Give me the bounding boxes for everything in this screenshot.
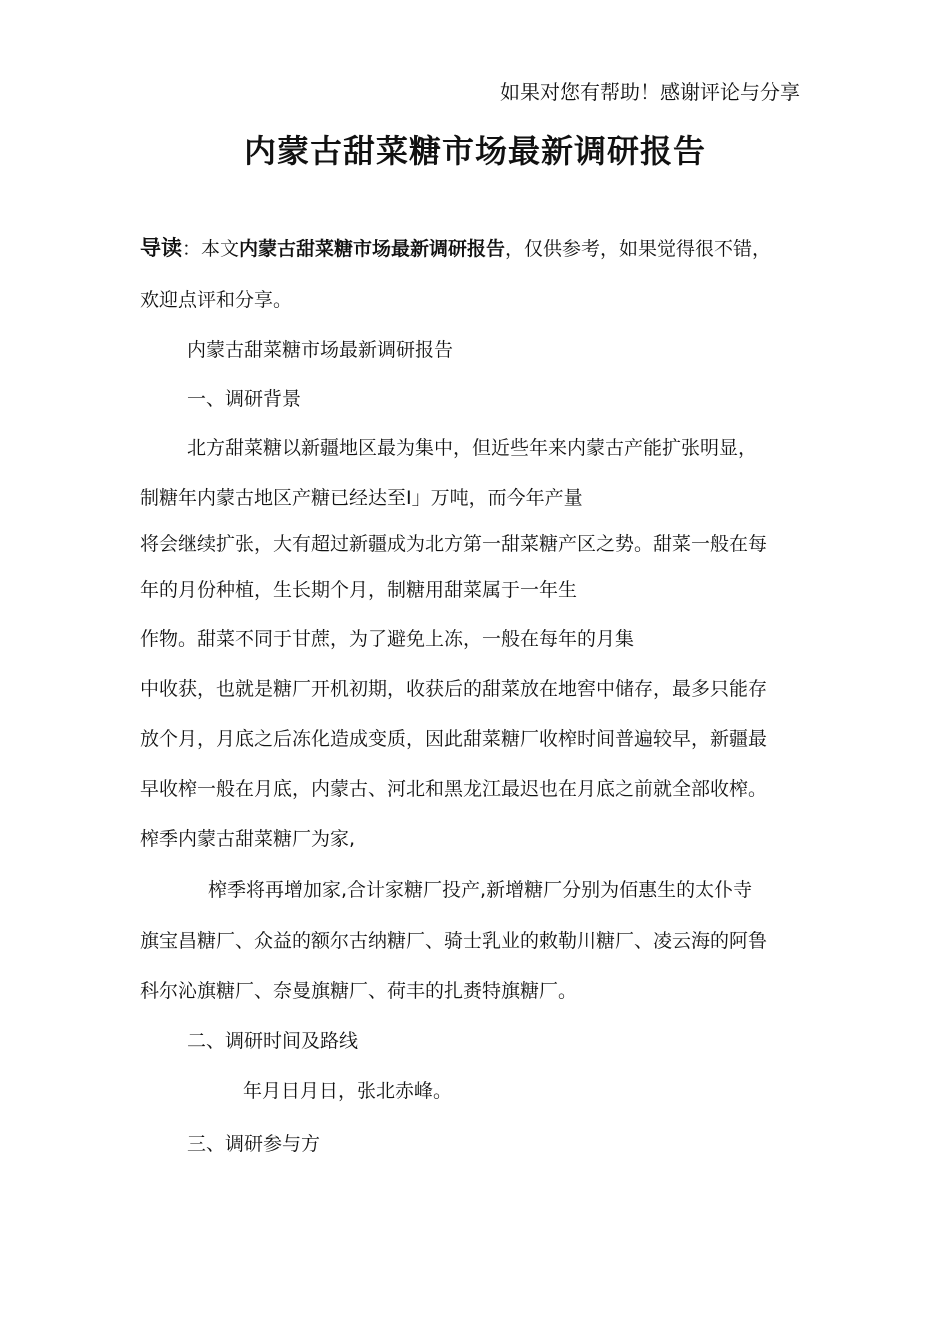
paragraph-1-line-4: 年的月份种植，生长期个月，制糖用甜菜属于一年生	[140, 579, 578, 601]
paragraph-2-line-3: 科尔沁旗糖厂、奈曼旗糖厂、荷丰的扎赉特旗糖厂。	[140, 980, 578, 1002]
paragraph-1-line-2: 制糖年内蒙古地区产糖已经达至Ⅰ」万吨，而今年产量	[140, 487, 583, 509]
paragraph-1-line-1: 北方甜菜糖以新疆地区最为集中，但近些年来内蒙古产能扩张明显，	[187, 437, 758, 459]
section-1-heading: 一、调研背景	[187, 388, 302, 410]
paragraph-2-line-2: 旗宝昌糖厂、众益的额尔古纳糖厂、骑士乳业的敕勒川糖厂、凌云海的阿鲁	[140, 930, 768, 952]
paragraph-1-line-8: 早收榨一般在月底，内蒙古、河北和黑龙江最迟也在月底之前就全部收榨。	[140, 778, 768, 800]
paragraph-1-line-3: 将会继续扩张，大有超过新疆成为北方第一甜菜糖产区之势。甜菜一般在每	[140, 533, 768, 555]
intro-bold-title: 内蒙古甜菜糖市场最新调研报告	[239, 238, 506, 260]
intro-line-2: 欢迎点评和分享。	[140, 289, 293, 311]
paragraph-1-line-5: 作物。甜菜不同于甘蔗，为了避免上冻，一般在每年的月集	[140, 628, 635, 650]
paragraph-1-line-7: 放个月，月底之后冻化造成变质，因此甜菜糖厂收榨时间普遍较早，新疆最	[140, 728, 768, 750]
paragraph-2-line-1: 榨季将再增加家,合计家糖厂投产,新增糖厂分别为佰惠生的太仆寺	[208, 879, 753, 901]
intro-suffix: ，仅供参考，如果觉得很不错，	[505, 238, 772, 260]
doc-subtitle: 内蒙古甜菜糖市场最新调研报告	[187, 339, 454, 361]
paragraph-1-line-6: 中收获，也就是糖厂开机初期，收获后的甜菜放在地窖中储存，最多只能存	[140, 678, 768, 700]
section-2-heading: 二、调研时间及路线	[187, 1030, 359, 1052]
header-note: 如果对您有帮助！感谢评论与分享	[500, 80, 800, 104]
section-2-text: 年月日月日，张北赤峰。	[243, 1080, 453, 1102]
section-3-heading: 三、调研参与方	[187, 1133, 321, 1155]
intro-colon: ：	[182, 238, 202, 260]
paragraph-1-line-9: 榨季内蒙古甜菜糖厂为家,	[140, 828, 356, 850]
intro-prefix: 本文	[201, 238, 240, 260]
page-title: 内蒙古甜菜糖市场最新调研报告	[243, 132, 706, 170]
intro-label: 导读	[140, 236, 182, 260]
intro-line-1	[140, 236, 771, 261]
